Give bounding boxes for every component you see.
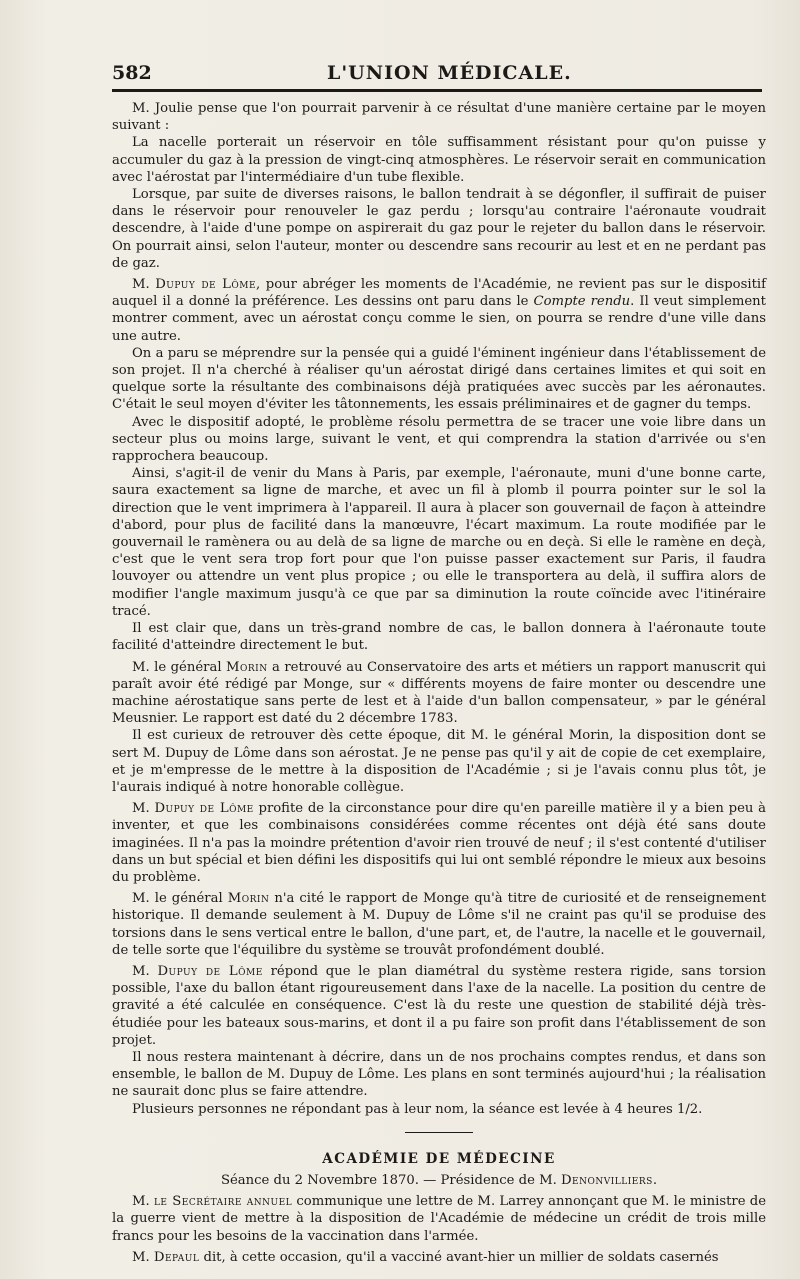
- paragraph: M. le général Morin n'a cité le rapport de Monge qu'à titre de curiosité et de renseignement historique. Il demande seulement à M. Dupuy de Lôme s'il ne craint pas qu'il se produise des torsions dans le sens vertical entre le ballon, d'une part, et, de l'autre, la nacelle et le gouvernail, de telle sorte que l'équilibre du système se trouvât profondément doublé.: [112, 891, 766, 958]
- section-title: ACADÉMIE DE MÉDECINE: [322, 1150, 556, 1167]
- paragraph: Lorsque, par suite de diverses raisons, le ballon tendrait à se dégonfler, il suffirait de puiser dans le réservoir pour renouveler le gaz perdu ; lorsqu'au contraire l'aéronaute voudrait descendre, à l'aide d'une pompe on aspirerait du gaz pour le rejeter du ballon dans le réservoir. On pourrait ainsi, selon l'auteur, monter ou descendre sans recourir au lest et en ne perdant pas de gaz.: [112, 187, 766, 271]
- paragraph: Ainsi, s'agit-il de venir du Mans à Paris, par exemple, l'aéronaute, muni d'une bonne carte, saura exactement sa ligne de marche, et avec un fil à plomb il pourra pointer sur le sol la direction que le vent imprimera à l'appareil. Il aura à placer son gouvernail de façon à atteindre d'abord, pour plus de facilité dans la manœuvre, l'écart maximum. La route modifiée par le gouvernail le ramènera ou au delà de sa ligne de marche ou en deçà. Si elle le ramène en deçà, c'est que le vent sera trop fort pour que l'on puisse passer exactement sur Paris, il faudra louvoyer ou attendre un vent plus propice ; ou elle le transportera au delà, il suffira alors de modifier l'angle maximum jusqu'à ce que par sa diminution la route coïncide avec l'itinéraire tracé.: [112, 466, 766, 619]
- paragraph: M. Dupuy de Lôme, pour abréger les moments de l'Académie, ne revient pas sur le dispositif auquel il a donné la préférence. Les dessins ont paru dans le Compte rendu. Il veut simplement montrer comment, avec un aérostat conçu comme le sien, on pourra se rendre d'une ville dans une autre.: [112, 277, 766, 344]
- paragraph: Il nous restera maintenant à décrire, dans un de nos prochains comptes rendus, et dans son ensemble, le ballon de M. Dupuy de Lôme. Les plans en sont terminés aujourd'hui ; la réalisation ne saurait donc plus se faire attendre.: [112, 1049, 766, 1100]
- paragraph: Plusieurs personnes ne répondant pas à leur nom, la séance est levée à 4 heures 1/2.: [132, 1101, 703, 1117]
- paragraph: M. Dupuy de Lôme répond que le plan diamétral du système restera rigide, sans torsion possible, l'axe du ballon étant rigoureusement dans l'axe de la nacelle. La position du centre de gravité a été calculée en conséquence. C'est là du reste une question de stabilité déjà très-étudiée pour les bateaux sous-marins, et dont il a pu faire son profit dans l'établissement de son projet.: [112, 963, 766, 1048]
- person-name: Dupuy de Lôme: [155, 277, 257, 293]
- paragraph: M. Joulie pense que l'on pourrait parvenir à ce résultat d'une manière certaine par le moyen suivant :: [112, 101, 766, 134]
- paragraph: Il est curieux de retrouver dès cette époque, dit M. le général Morin, la disposition dont se sert M. Dupuy de Lôme dans son aérostat. Je ne pense pas qu'il y ait de copie de cet exemplaire, et je m'empresse de le mettre à la disposition de l'Académie ; si je l'avais connu plus tôt, je l'aurais indiqué à notre honorable collègue.: [112, 728, 766, 795]
- paragraph: M. Depaul dit, à cette occasion, qu'il a vacciné avant-hier un millier de soldats casernés: [132, 1249, 719, 1265]
- running-title: L'UNION MÉDICALE.: [327, 62, 572, 84]
- session-line: Séance du 2 Novembre 1870. — Présidence de M. Denonvilliers.: [220, 1172, 658, 1188]
- paragraph: M. le général Morin a retrouvé au Conservatoire des arts et métiers un rapport manuscrit qui paraît avoir été rédigé par Monge, sur « différents moyens de faire monter ou descendre une machine aérostatique sans perte de lest et à l'aide d'un ballon compensateur, » par le général Meusnier. Le rapport est daté du 2 décembre 1783.: [112, 659, 766, 727]
- president-name: Denonvilliers: [560, 1172, 653, 1188]
- paragraph: M. Dupuy de Lôme profite de la circonstance pour dire qu'en pareille matière il y a bien peu à inventer, et que les combinaisons considérées comme récentes ont déjà été sans doute imaginées. Il n'a pas la moindre prétention d'avoir rien trouvé de neuf ; il s'est contenté d'utiliser dans un but spécial et bien défini les dispositifs qui lui ont semblé répondre le mieux aux besoins du problème.: [112, 801, 766, 885]
- paragraph: La nacelle porterait un réservoir en tôle suffisamment résistant pour qu'on puisse y accumuler du gaz à la pression de vingt-cinq atmosphères. Le réservoir serait en communication avec l'aérostat par l'intermédiaire d'un tube flexible.: [112, 135, 766, 185]
- person-name: Dupuy de Lôme: [157, 963, 263, 979]
- paragraph: Avec le dispositif adopté, le problème résolu permettra de se tracer une voie libre dans un secteur plus ou moins large, suivant le vent, et qui comprendra la station d'arrivée ou s'en rapprochera beaucoup.: [112, 414, 766, 465]
- paragraph: Il est clair que, dans un très-grand nombre de cas, le ballon donnera à l'aéronaute toute facilité d'atteindre directement le but.: [112, 621, 766, 654]
- person-title: le Secrétaire annuel: [153, 1194, 293, 1210]
- publication-title: Compte rendu: [533, 294, 631, 310]
- article-body: [112, 100, 766, 1266]
- person-name: Depaul: [153, 1249, 200, 1265]
- page-number: 582: [112, 62, 152, 84]
- page-header: [112, 62, 766, 89]
- person-name: Dupuy de Lôme: [154, 801, 254, 817]
- section-divider: [405, 1132, 473, 1133]
- paragraph: M. le Secrétaire annuel communique une lettre de M. Larrey annonçant que M. le ministre de la guerre vient de mettre à la disposition de l'Académie de médecine un crédit de trois mille francs pour les besoins de la vaccination dans l'armée.: [112, 1194, 767, 1244]
- person-name: Morin: [227, 891, 270, 907]
- person-name: Morin: [226, 659, 268, 675]
- header-rule: [112, 89, 762, 92]
- paragraph: On a paru se méprendre sur la pensée qui a guidé l'éminent ingénieur dans l'établissement de son projet. Il n'a cherché à réaliser qu'un aérostat dirigé dans certaines limites et qui soit en quelque sorte la résultante des combinaisons déjà pratiquées avec succès par les aéronautes. C'était le seul moyen d'éviter les tâtonnements, les essais préliminaires et de gagner du temps.: [112, 345, 766, 413]
